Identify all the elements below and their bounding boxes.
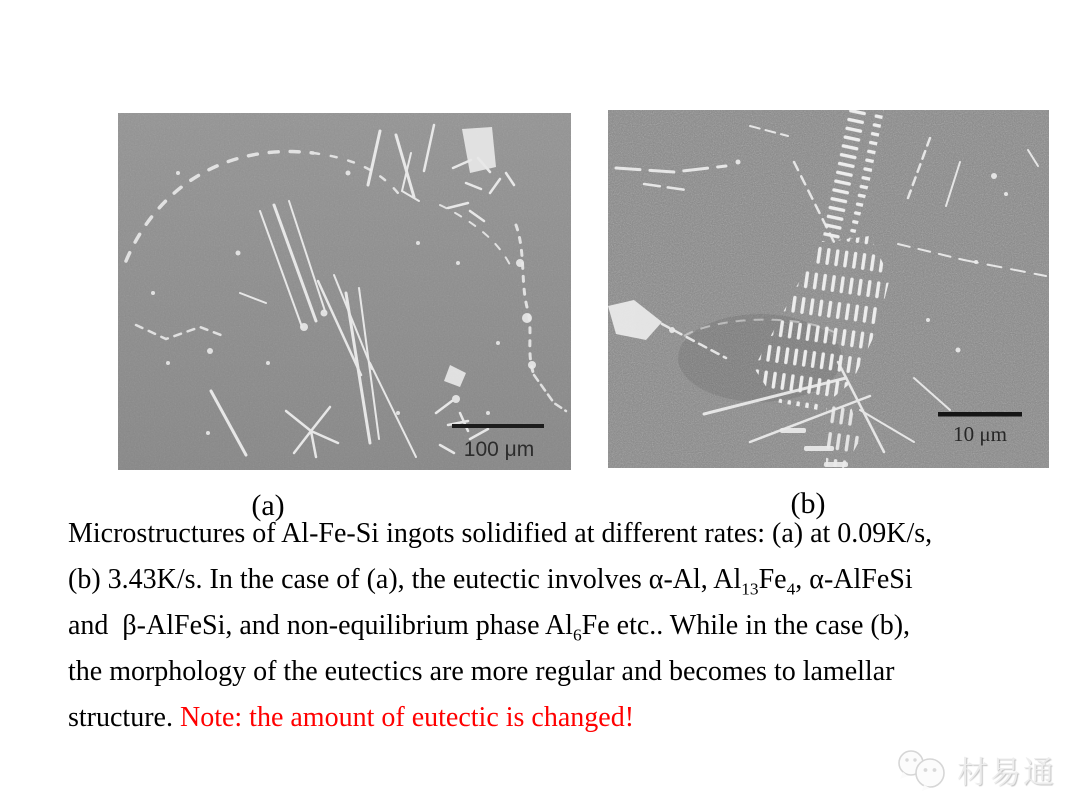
micrograph-panel-b [608, 110, 1049, 468]
panel-label-a: (a) [251, 489, 285, 522]
micrograph-panel-a [118, 113, 571, 470]
scale-bar-label-a: 100 μm [463, 438, 535, 461]
caption-line: the morphology of the eutectics are more regular and becomes to lamellar [68, 656, 895, 687]
caption-line: and β-AlFeSi, and non-equilibrium phase $Al_6Fe$ etc.. While in the case (b), [68, 610, 911, 645]
caption-line: Microstructures of Al-Fe-Si ingots solidified at different rates: (a) at 0.09K/s, [68, 518, 933, 549]
watermark-text: 材易通 [957, 755, 1056, 790]
panel-label-b: (b) [790, 487, 826, 520]
caption-line: (b) 3.43K/s. In the case of (a), the eutectic involves α-Al, $Al_{13}Fe_4$, α-AlFeSi [68, 564, 913, 599]
scale-bar-label-b: 10 μm [953, 422, 1007, 446]
caption [68, 511, 1036, 741]
caption-line: structure. Note: the amount of eutectic is changed! [68, 702, 635, 733]
wechat-chat-bubbles-icon [894, 748, 952, 792]
watermark [894, 747, 1056, 792]
